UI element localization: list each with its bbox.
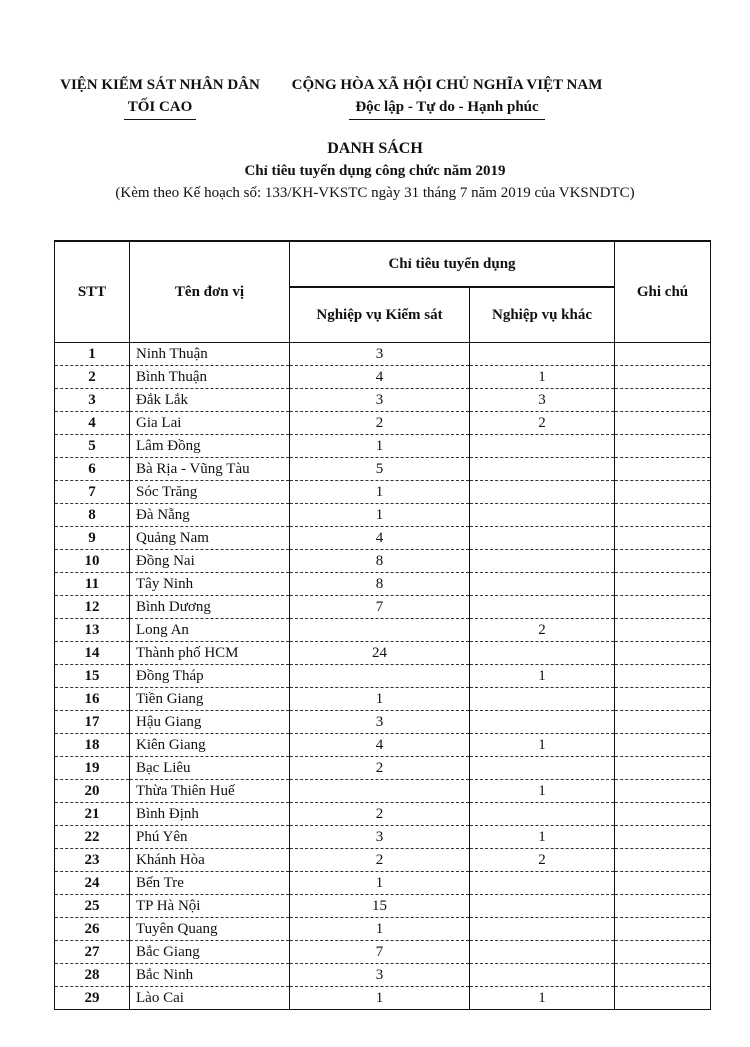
table-row bbox=[55, 826, 711, 849]
row-note bbox=[615, 918, 711, 941]
row-stt: 18 bbox=[55, 734, 130, 757]
row-quota-other bbox=[470, 711, 615, 734]
row-note bbox=[615, 780, 711, 803]
national-motto bbox=[282, 74, 612, 120]
row-note bbox=[615, 642, 711, 665]
row-note bbox=[615, 849, 711, 872]
row-note bbox=[615, 412, 711, 435]
row-unit-name: Đắk Lắk bbox=[130, 389, 290, 412]
agency-name-line1: VIỆN KIỂM SÁT NHÂN DÂN bbox=[60, 77, 260, 93]
row-note bbox=[615, 757, 711, 780]
row-note bbox=[615, 596, 711, 619]
row-quota-procuracy: 1 bbox=[290, 918, 470, 941]
row-quota-procuracy: 2 bbox=[290, 757, 470, 780]
row-stt: 16 bbox=[55, 688, 130, 711]
table-row bbox=[55, 642, 711, 665]
row-stt: 7 bbox=[55, 481, 130, 504]
row-stt: 8 bbox=[55, 504, 130, 527]
row-stt: 26 bbox=[55, 918, 130, 941]
row-stt: 14 bbox=[55, 642, 130, 665]
table-row bbox=[55, 435, 711, 458]
header-quota-procuracy: Nghiệp vụ Kiểm sát bbox=[290, 287, 470, 343]
row-quota-other: 2 bbox=[470, 412, 615, 435]
table-row bbox=[55, 573, 711, 596]
row-note bbox=[615, 389, 711, 412]
table-row bbox=[55, 550, 711, 573]
row-unit-name: Lâm Đồng bbox=[130, 435, 290, 458]
table-row bbox=[55, 665, 711, 688]
row-unit-name: Bạc Liêu bbox=[130, 757, 290, 780]
row-unit-name: Sóc Trăng bbox=[130, 481, 290, 504]
row-stt: 15 bbox=[55, 665, 130, 688]
row-quota-other bbox=[470, 596, 615, 619]
row-quota-procuracy bbox=[290, 619, 470, 642]
document-subtitle: Chỉ tiêu tuyển dụng công chức năm 2019 bbox=[244, 163, 506, 179]
row-quota-other bbox=[470, 918, 615, 941]
row-note bbox=[615, 665, 711, 688]
row-stt: 27 bbox=[55, 941, 130, 964]
row-note bbox=[615, 826, 711, 849]
table-row bbox=[55, 343, 711, 366]
row-unit-name: Bến Tre bbox=[130, 872, 290, 895]
row-quota-procuracy: 3 bbox=[290, 343, 470, 366]
row-note bbox=[615, 343, 711, 366]
table-row bbox=[55, 918, 711, 941]
row-note bbox=[615, 366, 711, 389]
row-quota-other bbox=[470, 573, 615, 596]
row-unit-name: TP Hà Nội bbox=[130, 895, 290, 918]
header-note: Ghi chú bbox=[615, 241, 711, 343]
nation-name: CỘNG HÒA XÃ HỘI CHỦ NGHĨA VIỆT NAM bbox=[291, 77, 603, 93]
table-row bbox=[55, 458, 711, 481]
row-quota-procuracy: 3 bbox=[290, 826, 470, 849]
row-stt: 20 bbox=[55, 780, 130, 803]
row-unit-name: Tây Ninh bbox=[130, 573, 290, 596]
row-note bbox=[615, 527, 711, 550]
row-stt: 10 bbox=[55, 550, 130, 573]
table-row bbox=[55, 389, 711, 412]
row-quota-procuracy: 3 bbox=[290, 964, 470, 987]
table-row bbox=[55, 941, 711, 964]
table-row bbox=[55, 527, 711, 550]
row-note bbox=[615, 964, 711, 987]
row-quota-procuracy: 2 bbox=[290, 412, 470, 435]
row-note bbox=[615, 872, 711, 895]
row-quota-procuracy: 1 bbox=[290, 481, 470, 504]
row-stt: 21 bbox=[55, 803, 130, 826]
row-stt: 25 bbox=[55, 895, 130, 918]
row-unit-name: Long An bbox=[130, 619, 290, 642]
table-row bbox=[55, 780, 711, 803]
header-unit-name: Tên đơn vị bbox=[130, 241, 290, 343]
table-row bbox=[55, 504, 711, 527]
row-stt: 11 bbox=[55, 573, 130, 596]
agency-name-line2: TỐI CAO bbox=[124, 96, 197, 120]
row-unit-name: Bình Định bbox=[130, 803, 290, 826]
row-unit-name: Tuyên Quang bbox=[130, 918, 290, 941]
quota-table bbox=[54, 240, 711, 1010]
row-stt: 13 bbox=[55, 619, 130, 642]
row-quota-procuracy: 3 bbox=[290, 711, 470, 734]
row-quota-other bbox=[470, 504, 615, 527]
row-quota-other: 1 bbox=[470, 665, 615, 688]
row-unit-name: Kiên Giang bbox=[130, 734, 290, 757]
header-stt: STT bbox=[55, 241, 130, 343]
row-quota-other bbox=[470, 895, 615, 918]
row-quota-procuracy: 1 bbox=[290, 435, 470, 458]
row-quota-procuracy: 3 bbox=[290, 389, 470, 412]
row-quota-other: 1 bbox=[470, 734, 615, 757]
table-row bbox=[55, 481, 711, 504]
row-quota-procuracy: 1 bbox=[290, 504, 470, 527]
row-quota-procuracy: 15 bbox=[290, 895, 470, 918]
row-quota-procuracy bbox=[290, 780, 470, 803]
issuing-agency bbox=[50, 74, 270, 120]
table-row bbox=[55, 849, 711, 872]
header-quota-other: Nghiệp vụ khác bbox=[470, 287, 615, 343]
row-unit-name: Gia Lai bbox=[130, 412, 290, 435]
row-quota-other bbox=[470, 458, 615, 481]
row-quota-other bbox=[470, 872, 615, 895]
row-quota-other: 3 bbox=[470, 389, 615, 412]
row-quota-procuracy: 7 bbox=[290, 596, 470, 619]
row-quota-other bbox=[470, 964, 615, 987]
row-unit-name: Ninh Thuận bbox=[130, 343, 290, 366]
row-quota-procuracy: 4 bbox=[290, 734, 470, 757]
row-note bbox=[615, 941, 711, 964]
table-row bbox=[55, 964, 711, 987]
row-note bbox=[615, 803, 711, 826]
row-quota-other bbox=[470, 343, 615, 366]
row-quota-procuracy: 2 bbox=[290, 849, 470, 872]
row-quota-procuracy: 4 bbox=[290, 527, 470, 550]
row-note bbox=[615, 504, 711, 527]
table-row bbox=[55, 895, 711, 918]
row-quota-procuracy: 8 bbox=[290, 550, 470, 573]
row-note bbox=[615, 711, 711, 734]
row-quota-other: 1 bbox=[470, 987, 615, 1010]
table-row bbox=[55, 366, 711, 389]
row-stt: 1 bbox=[55, 343, 130, 366]
table-row bbox=[55, 688, 711, 711]
row-unit-name: Phú Yên bbox=[130, 826, 290, 849]
row-stt: 29 bbox=[55, 987, 130, 1010]
row-quota-other bbox=[470, 550, 615, 573]
table-row bbox=[55, 757, 711, 780]
header-quota-group: Chỉ tiêu tuyển dụng bbox=[290, 241, 615, 287]
row-note bbox=[615, 987, 711, 1010]
row-quota-other: 2 bbox=[470, 619, 615, 642]
row-stt: 24 bbox=[55, 872, 130, 895]
row-note bbox=[615, 458, 711, 481]
table-row bbox=[55, 803, 711, 826]
row-quota-other bbox=[470, 803, 615, 826]
table-row bbox=[55, 596, 711, 619]
table-row bbox=[55, 619, 711, 642]
row-unit-name: Bắc Ninh bbox=[130, 964, 290, 987]
row-unit-name: Bình Thuận bbox=[130, 366, 290, 389]
motto: Độc lập - Tự do - Hạnh phúc bbox=[349, 96, 544, 120]
row-stt: 3 bbox=[55, 389, 130, 412]
row-stt: 12 bbox=[55, 596, 130, 619]
table-row bbox=[55, 872, 711, 895]
row-quota-procuracy: 24 bbox=[290, 642, 470, 665]
row-quota-other bbox=[470, 688, 615, 711]
row-stt: 6 bbox=[55, 458, 130, 481]
row-quota-other bbox=[470, 435, 615, 458]
row-unit-name: Bắc Giang bbox=[130, 941, 290, 964]
row-quota-procuracy bbox=[290, 665, 470, 688]
row-unit-name: Thành phố HCM bbox=[130, 642, 290, 665]
row-quota-procuracy: 4 bbox=[290, 366, 470, 389]
row-stt: 2 bbox=[55, 366, 130, 389]
row-unit-name: Thừa Thiên Huế bbox=[130, 780, 290, 803]
row-stt: 4 bbox=[55, 412, 130, 435]
row-stt: 17 bbox=[55, 711, 130, 734]
row-quota-other bbox=[470, 642, 615, 665]
row-quota-procuracy: 7 bbox=[290, 941, 470, 964]
table-row bbox=[55, 734, 711, 757]
row-note bbox=[615, 481, 711, 504]
row-unit-name: Đồng Nai bbox=[130, 550, 290, 573]
row-quota-other: 1 bbox=[470, 366, 615, 389]
row-note bbox=[615, 435, 711, 458]
row-note bbox=[615, 895, 711, 918]
row-unit-name: Quảng Nam bbox=[130, 527, 290, 550]
row-note bbox=[615, 550, 711, 573]
row-quota-procuracy: 8 bbox=[290, 573, 470, 596]
table-row bbox=[55, 711, 711, 734]
row-quota-procuracy: 1 bbox=[290, 872, 470, 895]
document-title: DANH SÁCH bbox=[327, 140, 423, 157]
row-note bbox=[615, 573, 711, 596]
row-stt: 5 bbox=[55, 435, 130, 458]
row-quota-procuracy: 2 bbox=[290, 803, 470, 826]
row-unit-name: Hậu Giang bbox=[130, 711, 290, 734]
row-unit-name: Lào Cai bbox=[130, 987, 290, 1010]
row-quota-other: 2 bbox=[470, 849, 615, 872]
row-unit-name: Đà Nẵng bbox=[130, 504, 290, 527]
row-stt: 9 bbox=[55, 527, 130, 550]
row-stt: 19 bbox=[55, 757, 130, 780]
row-stt: 28 bbox=[55, 964, 130, 987]
row-unit-name: Khánh Hòa bbox=[130, 849, 290, 872]
attachment-note: (Kèm theo Kế hoạch số: 133/KH-VKSTC ngày 31 tháng 7 năm 2019 của VKSNDTC) bbox=[115, 185, 635, 201]
row-unit-name: Bình Dương bbox=[130, 596, 290, 619]
row-unit-name: Tiền Giang bbox=[130, 688, 290, 711]
row-quota-procuracy: 1 bbox=[290, 688, 470, 711]
row-unit-name: Bà Rịa - Vũng Tàu bbox=[130, 458, 290, 481]
row-quota-other: 1 bbox=[470, 780, 615, 803]
row-stt: 23 bbox=[55, 849, 130, 872]
table-row bbox=[55, 412, 711, 435]
row-note bbox=[615, 619, 711, 642]
row-quota-other bbox=[470, 941, 615, 964]
row-quota-other bbox=[470, 527, 615, 550]
row-quota-other bbox=[470, 757, 615, 780]
row-note bbox=[615, 688, 711, 711]
row-stt: 22 bbox=[55, 826, 130, 849]
row-quota-other bbox=[470, 481, 615, 504]
row-unit-name: Đồng Tháp bbox=[130, 665, 290, 688]
row-quota-procuracy: 5 bbox=[290, 458, 470, 481]
row-quota-other: 1 bbox=[470, 826, 615, 849]
row-note bbox=[615, 734, 711, 757]
table-row bbox=[55, 987, 711, 1010]
row-quota-procuracy: 1 bbox=[290, 987, 470, 1010]
